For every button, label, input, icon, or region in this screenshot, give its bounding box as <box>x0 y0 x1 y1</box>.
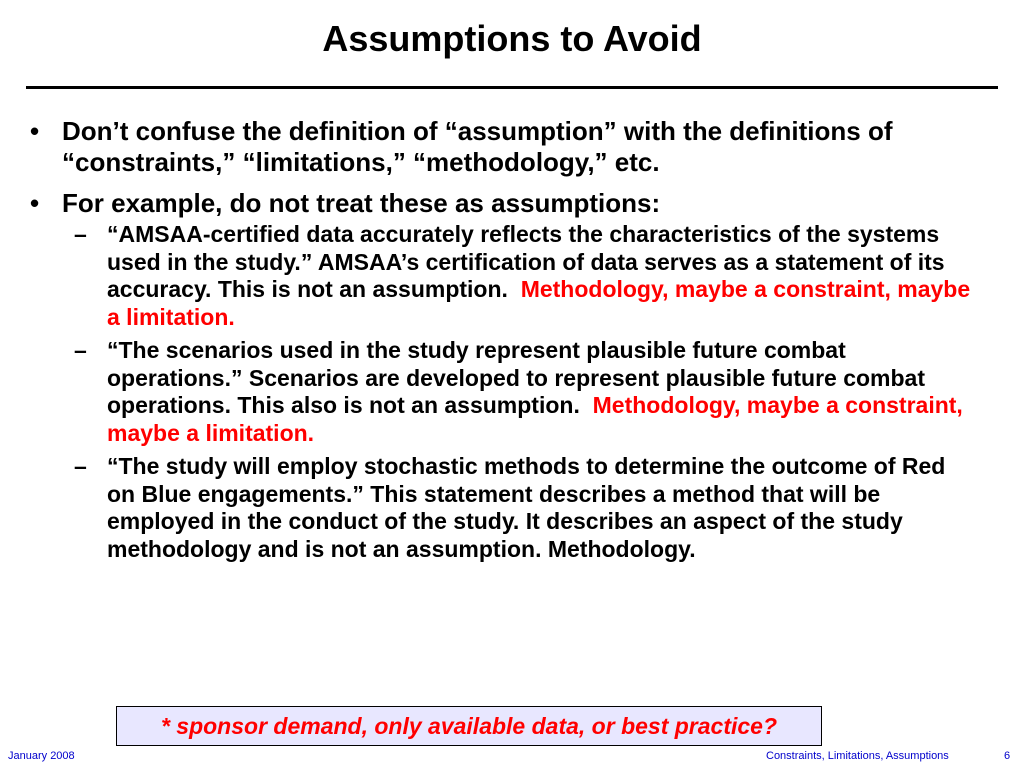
footer-date: January 2008 <box>8 750 75 762</box>
sub-bullet-item-1 <box>28 221 978 331</box>
footer-page-number: 6 <box>1004 750 1011 762</box>
footer-topic: Constraints, Limitations, Assumptions <box>766 750 949 762</box>
dash-marker: – <box>74 221 87 247</box>
bullet-marker: • <box>30 116 40 146</box>
sub-bullet-highlight: Methodology, maybe a constraint, maybe a limitation. <box>107 276 971 330</box>
dash-marker: – <box>74 337 87 363</box>
sub-bullet-item-3 <box>28 453 978 563</box>
sub-bullet-text: “The scenarios used in the study represent plausible future combat operations.” Scenarios are developed to represent plausible future combat operations. This also is not an assumption. <box>107 337 925 418</box>
slide-content <box>28 116 978 563</box>
sub-bullet-text: “The study will employ stochastic methods to determine the outcome of Red on Blue engagements.” This statement describes a method that will be employed in the conduct of the study. It describes an aspect of the study methodology and is not an assumption. Methodology. <box>107 453 946 562</box>
sub-bullet-text: “AMSAA-certified data accurately reflects the characteristics of the systems used in the study.” AMSAA’s certification of data serves as a statement of its accuracy. This is not an assumption. <box>107 221 945 302</box>
dash-marker: – <box>74 453 87 479</box>
bullet-text: For example, do not treat these as assumptions: <box>62 188 661 218</box>
bullet-text: Don’t confuse the definition of “assumption” with the definitions of “constraints,” “limitations,” “methodology,” etc. <box>62 116 893 177</box>
slide-title: Assumptions to Avoid <box>322 18 702 59</box>
callout-box: * sponsor demand, only available data, or best practice? <box>116 706 822 746</box>
bullet-item-1 <box>28 116 978 178</box>
title-divider <box>26 86 998 89</box>
bullet-item-2 <box>28 188 978 219</box>
bullet-marker: • <box>30 188 40 218</box>
sub-bullet-highlight: Methodology, maybe a constraint, maybe a limitation. <box>107 392 963 446</box>
sub-bullet-item-2 <box>28 337 978 447</box>
sub-bullet-list <box>28 221 978 563</box>
